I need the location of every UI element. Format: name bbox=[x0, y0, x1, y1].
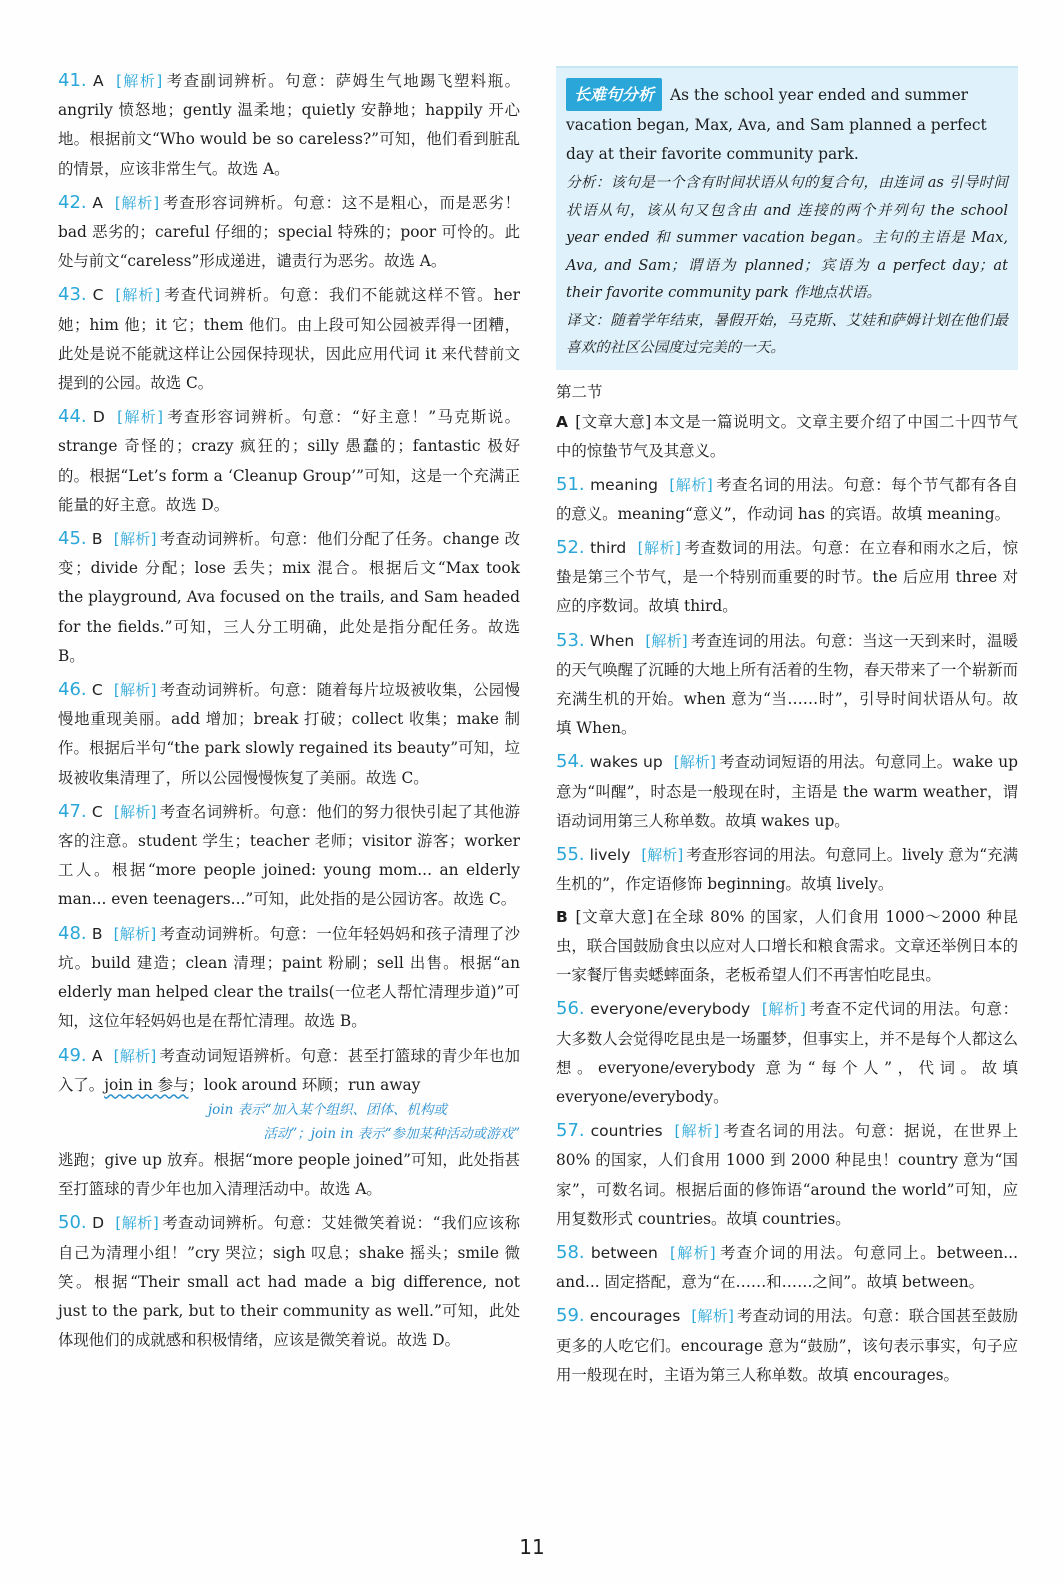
answer-letter: B bbox=[91, 924, 103, 943]
answer-word: between bbox=[590, 1243, 658, 1262]
question-number: 41. bbox=[58, 70, 87, 91]
answer-item-51 bbox=[556, 470, 1018, 529]
passage-a-summary bbox=[556, 408, 1018, 466]
explanation-text: 考查动词短语的用法。句意同上。wake up 意为“叫醒”，时态是一般现在时，主语是 the warm weather，谓语动词用第三人称单数。故填 wakes up。 bbox=[556, 753, 1018, 830]
question-number: 54. bbox=[556, 751, 585, 773]
answer-letter: B bbox=[91, 530, 103, 549]
right-column bbox=[556, 66, 1018, 1394]
analysis-tag: [解析] bbox=[641, 845, 684, 864]
question-number: 50. bbox=[58, 1212, 87, 1234]
answer-item-54 bbox=[556, 747, 1018, 836]
answer-item-55 bbox=[556, 840, 1018, 899]
answer-item-53 bbox=[556, 626, 1018, 744]
box-heading: 长难句分析 bbox=[566, 78, 662, 111]
analysis-tag: [解析] bbox=[116, 72, 163, 90]
explanation-text: 考查介词的用法。句意同上。between... and... 固定搭配，意为“在……和……之间”。故填 between。 bbox=[556, 1243, 1018, 1292]
analysis-tag: [解析] bbox=[115, 286, 161, 305]
analysis-tag: [解析] bbox=[761, 1000, 806, 1019]
explanation-text: 考查形容词辨析。句意：“好主意！”马克斯说。strange 奇怪的；crazy 疯狂的；silly 愚蠢的；fantastic 极好的。根据“Let’s form a ‘Cleanup Group’”可知，这是一个充满正能量的好主意。故选 D。 bbox=[58, 408, 520, 514]
answer-word: meaning bbox=[590, 475, 658, 494]
passage-b-summary bbox=[556, 903, 1018, 990]
analysis-tag: [解析] bbox=[115, 1214, 159, 1233]
answer-item-50 bbox=[58, 1208, 520, 1355]
answer-item-43 bbox=[58, 280, 520, 398]
question-number: 58. bbox=[556, 1241, 585, 1263]
answer-item-45 bbox=[58, 524, 520, 671]
page-number: 11 bbox=[519, 1535, 545, 1559]
question-number: 43. bbox=[58, 284, 87, 306]
left-column bbox=[58, 66, 520, 1359]
answer-item-47 bbox=[58, 797, 520, 915]
explanation-text: 考查不定代词的用法。句意：大多数人会觉得吃昆虫是一场噩梦，但事实上，并不是每个人都这么想。everyone/everybody 意为“每个人”，代词。故填 everyone/everybody。 bbox=[556, 1000, 1018, 1106]
analysis-tag: [解析] bbox=[670, 1243, 716, 1262]
analysis-tag: [解析] bbox=[669, 475, 713, 494]
long-sentence-analysis-box bbox=[556, 66, 1018, 370]
box-sentence-text: As the school year ended and summer vacation began, Max, Ava, and Sam planned a perfect day at their favorite community park. bbox=[566, 86, 987, 163]
answer-item-48 bbox=[58, 919, 520, 1037]
underlined-phrase: join in 参与 bbox=[104, 1075, 189, 1094]
answer-letter: C bbox=[92, 286, 104, 305]
passage-letter: B bbox=[556, 908, 568, 927]
explanation-text: 考查名词的用法。句意：据说，在世界上 80% 的国家，人们食用 1000 到 2000 种昆虫！country 意为“国家”，可数名词。根据后面的修饰语“around the world”可知，应用复数形式 countries。故填 countries。 bbox=[556, 1122, 1018, 1228]
passage-letter: A bbox=[556, 412, 568, 431]
explanation-text: 考查动词的用法。句意：联合国甚至鼓励更多的人吃它们。encourage 意为“鼓励”，该句表示事实，句子应用一般现在时，主语为第三人称单数。故填 encourages。 bbox=[556, 1307, 1018, 1384]
answer-item-41 bbox=[58, 66, 520, 184]
question-number: 59. bbox=[556, 1305, 585, 1327]
analysis-tag: [解析] bbox=[114, 193, 160, 212]
summary-text: 本文是一篇说明文。文章主要介绍了中国二十四节气中的惊蛰节气及其意义。 bbox=[556, 412, 1018, 460]
answer-item-49 bbox=[58, 1041, 520, 1205]
question-number: 49. bbox=[58, 1044, 87, 1066]
answer-word: When bbox=[589, 631, 635, 650]
answer-item-52 bbox=[556, 533, 1018, 622]
analysis-tag: [解析] bbox=[637, 538, 681, 557]
question-number: 52. bbox=[556, 536, 585, 558]
answer-item-46 bbox=[58, 675, 520, 793]
answer-letter: C bbox=[91, 802, 103, 821]
box-english-sentence bbox=[566, 78, 1008, 169]
explanation-text: 考查形容词辨析。句意：这不是粗心，而是恶劣！bad 恶劣的；careful 仔细的；special 特殊的；poor 可怜的。此处与前文“careless”形成递进，谴责行为恶劣。故选 A。 bbox=[58, 193, 520, 271]
answer-item-44 bbox=[58, 402, 520, 520]
answer-letter: A bbox=[93, 72, 104, 90]
note-line-2: 活动”；join in 表示“参加某种活动或游戏” bbox=[263, 1125, 520, 1142]
explanation-text: 考查形容词的用法。句意同上。lively 意为“充满生机的”，作定语修饰 beginning。故填 lively。 bbox=[556, 845, 1018, 894]
answer-word: everyone/everybody bbox=[590, 1000, 751, 1019]
analysis-tag: [解析] bbox=[673, 753, 716, 772]
answer-word: encourages bbox=[589, 1307, 681, 1326]
question-number: 46. bbox=[58, 679, 87, 701]
question-number: 42. bbox=[58, 191, 87, 213]
question-number: 51. bbox=[556, 473, 585, 495]
explanation-text: 考查副词辨析。句意：萨姆生气地踢飞塑料瓶。angrily 愤怒地；gently 温柔地；quietly 安静地；happily 开心地。根据前文“Who would be so careless?”可知，他们看到脏乱的情景，应该非常生气。故选 A。 bbox=[58, 72, 520, 178]
question-number: 47. bbox=[58, 800, 87, 822]
question-number: 48. bbox=[58, 922, 87, 944]
explanation-text-end: 逃跑；give up 放弃。根据“more people joined”可知，此处指甚至打篮球的青少年也加入清理活动中。故选 A。 bbox=[58, 1150, 520, 1199]
question-number: 53. bbox=[556, 629, 585, 651]
explanation-text: 考查动词辨析。句意：他们分配了任务。change 改变；divide 分配；lose 丢失；mix 混合。根据后文“Max took the playground, Ava focused on the trails, and Sam headed for the fields.”可知，三人分工明确，此处是指分配任务。故选 B。 bbox=[58, 530, 520, 665]
analysis-tag: [解析] bbox=[113, 924, 157, 943]
explanation-text: 考查连词的用法。句意：当这一天到来时，温暖的天气唤醒了沉睡的大地上所有活着的生物，春天带来了一个崭新而充满生机的开始。when 意为“当……时”，引导时间状语从句。故填 When。 bbox=[556, 631, 1018, 738]
handwritten-note bbox=[58, 1098, 520, 1146]
analysis-tag: [解析] bbox=[691, 1307, 734, 1326]
answer-item-57 bbox=[556, 1116, 1018, 1234]
explanation-text: 考查代词辨析。句意：我们不能就这样不管。her 她；him 他；it 它；them 他们。由上段可知公园被弄得一团糟，此处是说不能就这样让公园保持现状，因此应用代词 it 来代替前文提到的公园。故选 C。 bbox=[58, 286, 520, 393]
answer-word: third bbox=[590, 538, 627, 557]
question-number: 45. bbox=[58, 528, 87, 550]
answer-word: wakes up bbox=[589, 753, 663, 772]
note-line-1: join 表示“加入某个组织、团体、机构或 bbox=[208, 1101, 448, 1118]
summary-tag: [文章大意] bbox=[575, 412, 652, 431]
analysis-tag: [解析] bbox=[113, 530, 157, 549]
box-analysis: 分析：该句是一个含有时间状语从句的复合句，由连词 as 引导时间状语从句，该从句又包含由 and 连接的两个并列句 the school year ended 和 summer vacation began。主句的主语是 Max, Ava, and Sam；谓语为 planned；宾语为 a perfect day；at their favorite community park 作地点状语。 bbox=[566, 174, 1008, 301]
answer-item-58 bbox=[556, 1238, 1018, 1297]
analysis-tag: [解析] bbox=[113, 1046, 157, 1065]
explanation-text: 考查数词的用法。句意：在立春和雨水之后，惊蛰是第三个节气，是一个特别而重要的时节。the 后应用 three 对应的序数词。故填 third。 bbox=[556, 538, 1018, 616]
explanation-text: 考查动词辨析。句意：随着每片垃圾被收集，公园慢慢地重现美丽。add 增加；break 打破；collect 收集；make 制作。根据后半句“the park slowly regained its beauty”可知，垃圾被收集清理了，所以公园慢慢恢复了美丽。故选 C。 bbox=[58, 681, 520, 787]
answer-item-59 bbox=[556, 1301, 1018, 1390]
explanation-text: 考查动词短语辨析。句意：甚至打篮球的青少年也加入了。 bbox=[58, 1046, 520, 1094]
answer-letter: A bbox=[92, 193, 104, 212]
answer-item-56 bbox=[556, 994, 1018, 1112]
analysis-tag: [解析] bbox=[113, 802, 157, 821]
analysis-tag: [解析] bbox=[645, 631, 688, 650]
question-number: 56. bbox=[556, 998, 585, 1020]
answer-word: countries bbox=[590, 1122, 663, 1141]
explanation-text: 考查名词辨析。句意：他们的努力很快引起了其他游客的注意。student 学生；teacher 老师；visitor 游客；worker 工人。根据“more people joined: young mom... an elderly man... even teenagers...”可知，此处指的是公园访客。故选 C。 bbox=[58, 802, 520, 909]
answer-letter: D bbox=[92, 408, 105, 427]
explanation-text: 考查名词的用法。句意：每个节气都有各自的意义。meaning“意义”，作动词 has 的宾语。故填 meaning。 bbox=[556, 475, 1018, 523]
analysis-tag: [解析] bbox=[113, 681, 157, 700]
question-number: 55. bbox=[556, 843, 585, 865]
explanation-text: 考查动词辨析。句意：一位年轻妈妈和孩子清理了沙坑。build 建造；clean 清理；paint 粉刷；sell 出售。根据“an elderly man helped clear the trails(一位老人帮忙清理步道)”可知，这位年轻妈妈也是在帮忙清理。故选 B。 bbox=[58, 924, 520, 1031]
answer-word: lively bbox=[589, 845, 631, 864]
answer-item-42 bbox=[58, 188, 520, 277]
summary-tag: [文章大意] bbox=[575, 908, 654, 927]
answer-letter: D bbox=[92, 1214, 104, 1233]
question-number: 57. bbox=[556, 1120, 585, 1142]
box-translation: 译文：随着学年结束，暑假开始，马克斯、艾娃和萨姆计划在他们最喜欢的社区公园度过完美的一天。 bbox=[566, 311, 1008, 356]
answer-letter: C bbox=[91, 681, 103, 700]
section-title: 第二节 bbox=[556, 382, 603, 401]
answer-letter: A bbox=[91, 1046, 103, 1065]
analysis-tag: [解析] bbox=[117, 408, 164, 427]
question-number: 44. bbox=[58, 406, 87, 428]
analysis-tag: [解析] bbox=[674, 1122, 720, 1141]
summary-text: 在全球 80% 的国家，人们食用 1000～2000 种昆虫，联合国鼓励食虫以应对人口增长和粮食需求。文章还举例日本的一家餐厅售卖蟋蟀面条，老板希望人们不再害怕吃昆虫。 bbox=[556, 908, 1018, 985]
explanation-text: 考查动词辨析。句意：艾娃微笑着说：“我们应该称自己为清理小组！”cry 哭泣；sigh 叹息；shake 摇头；smile 微笑。根据“Their small act had made a big difference, not just to the park, but to their community as well.”可知，此处体现他们的成就感和积极情绪，应该是微笑着说。故选 D。 bbox=[58, 1214, 520, 1350]
explanation-text-cont: ；look around 环顾；run away bbox=[188, 1075, 421, 1094]
